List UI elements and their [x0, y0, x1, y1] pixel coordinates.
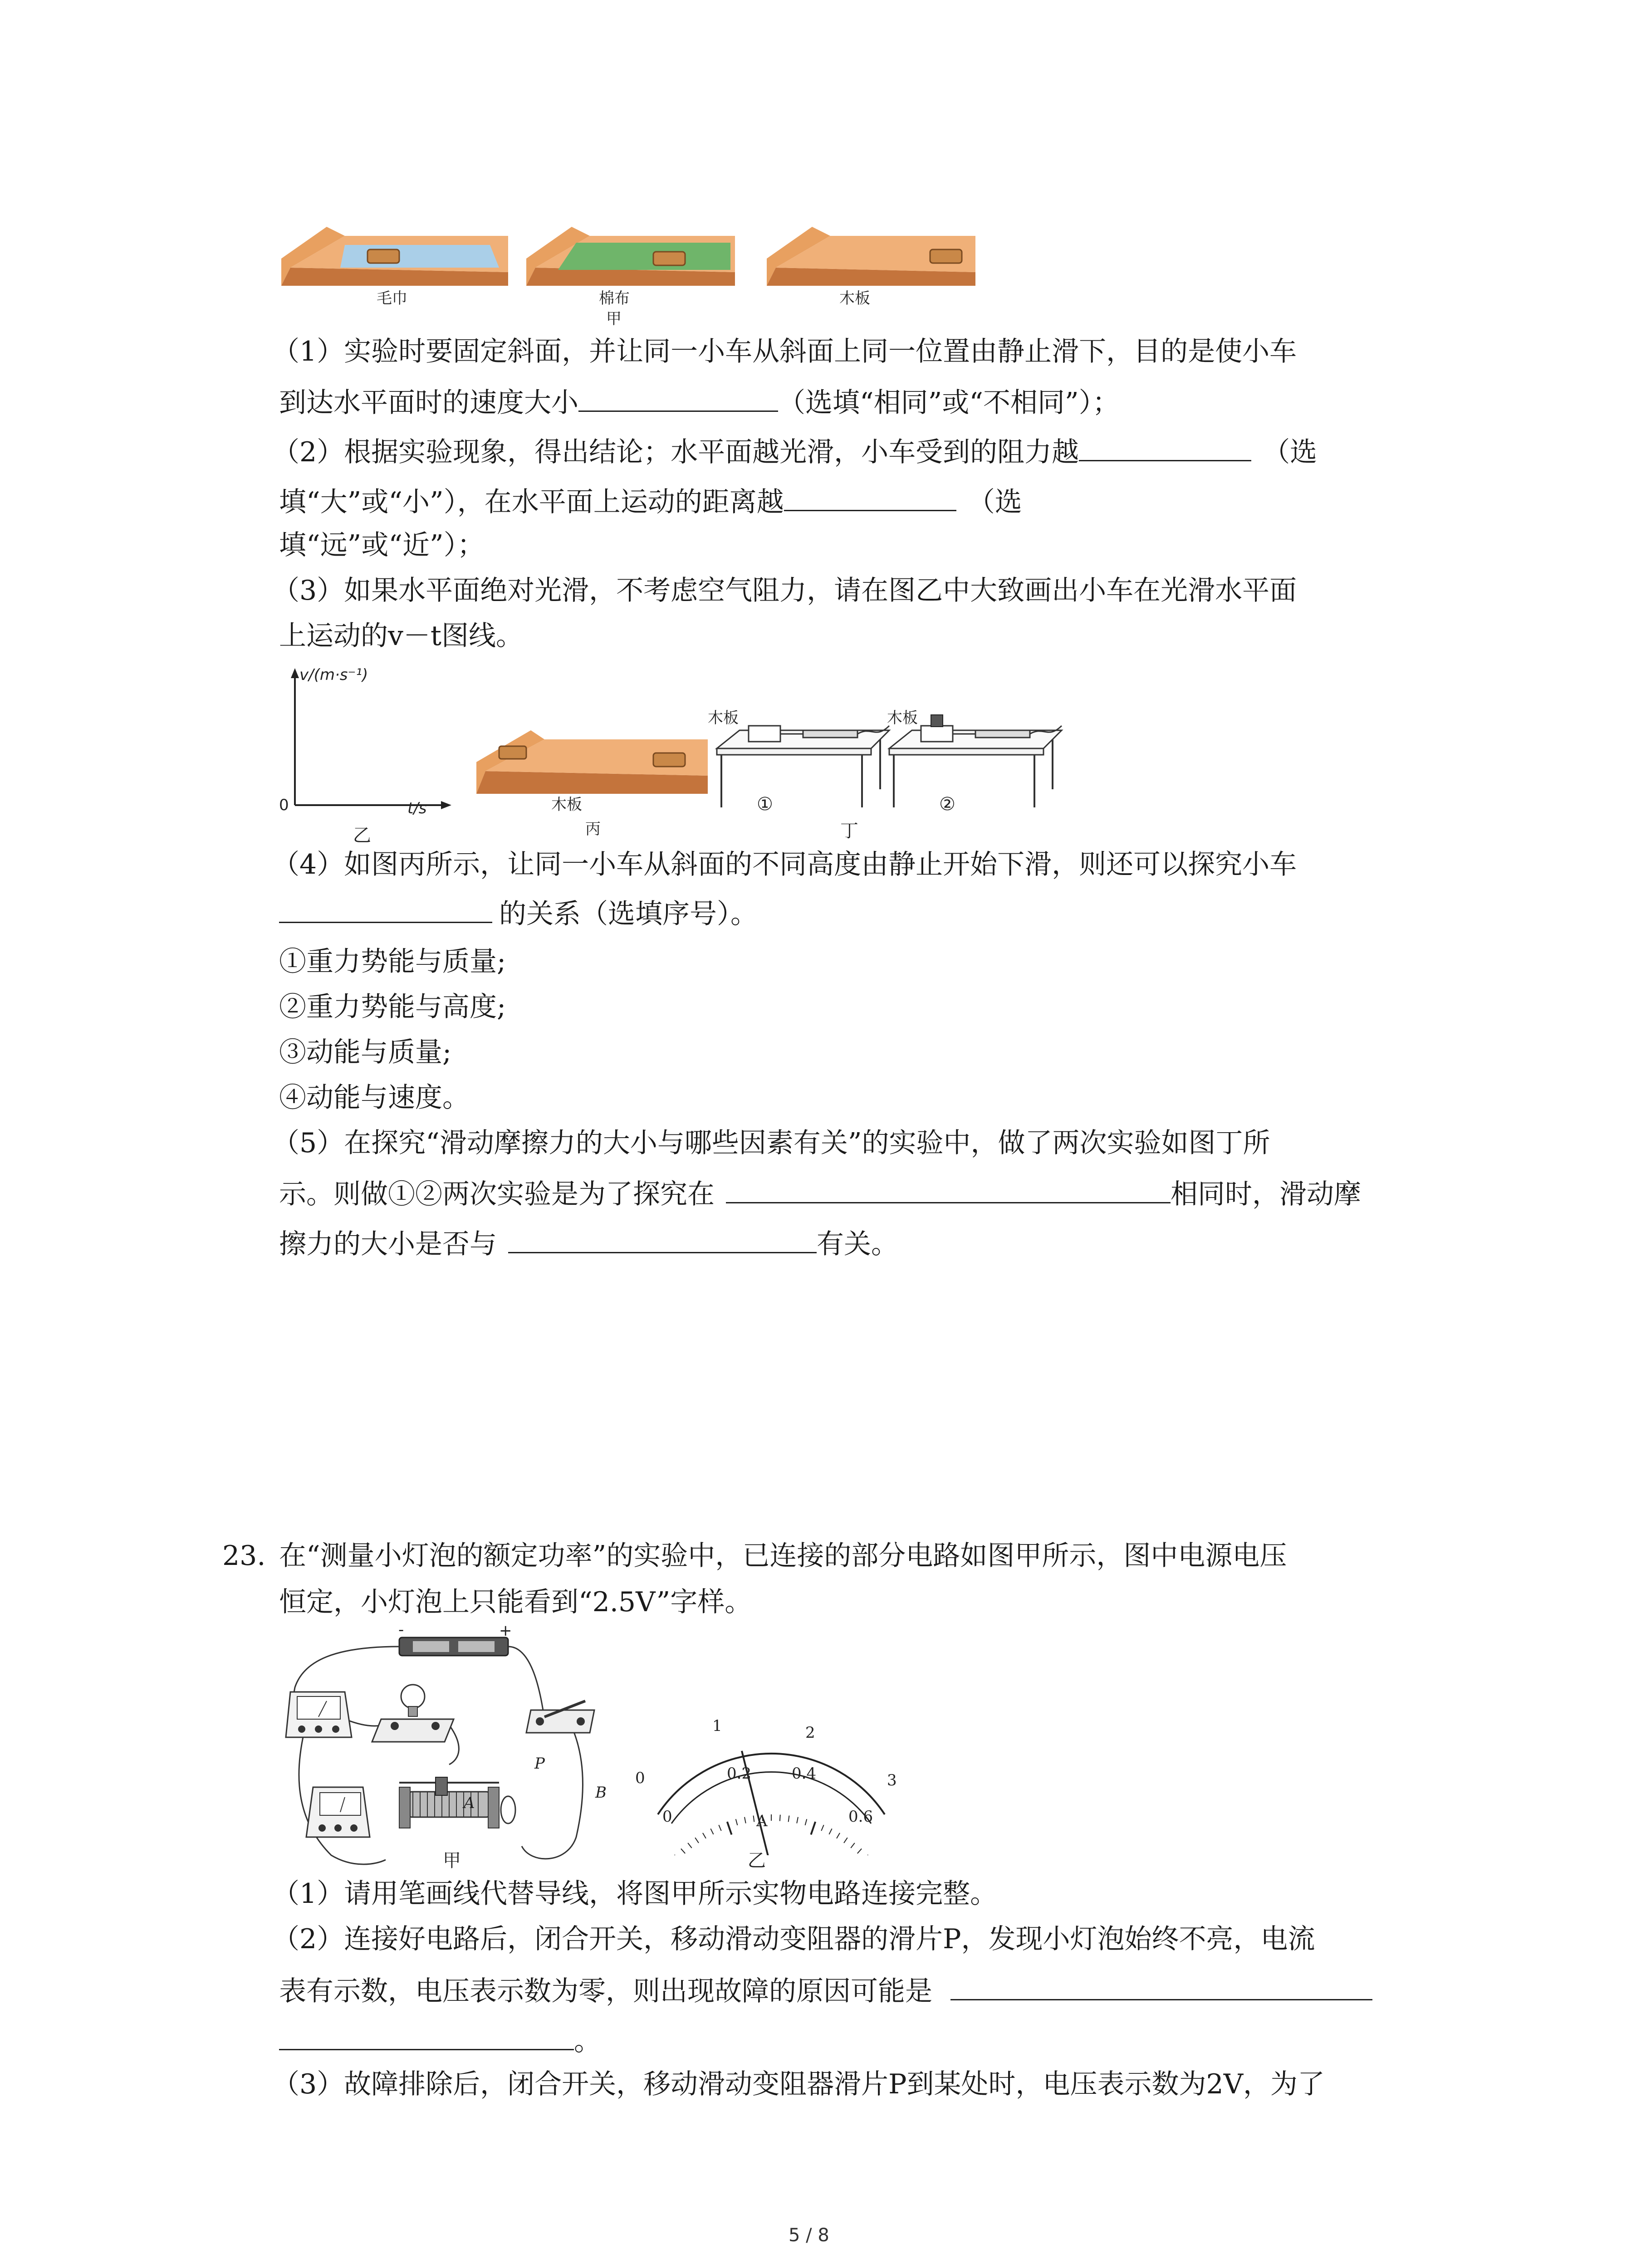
q22-part2-blank2[interactable] [784, 482, 956, 511]
dial-tick [829, 1828, 832, 1834]
q22-part2-blank1[interactable] [1079, 432, 1251, 461]
voltmeter-device [306, 1787, 370, 1837]
dial-tick [745, 1817, 746, 1823]
ramp-towel [281, 227, 508, 286]
q22-part5-line3: 擦力的大小是否与 有关。 [279, 1224, 898, 1262]
dial-outer-3: 3 [887, 1771, 897, 1789]
figure-bing-ramp [472, 726, 717, 812]
switch-device [526, 1701, 594, 1733]
q22-part1-blank[interactable] [578, 382, 778, 412]
q22-part5-blank1[interactable] [726, 1174, 1171, 1203]
ding-num-1: ① [757, 794, 773, 815]
q22-part3-line2: 上运动的v－t图线。 [279, 620, 524, 652]
dial-tick [727, 1822, 732, 1834]
q22-part5-line1: （5）在探究“滑动摩擦力的大小与哪些因素有关”的实验中，做了两次实验如图丁所 [272, 1127, 1270, 1159]
dial-tick [821, 1825, 823, 1831]
q22-part4-line1: （4）如图丙所示，让同一小车从斜面的不同高度由静止开始下滑，则还可以探究小车 [272, 849, 1297, 880]
label-cotton: 棉布 [599, 289, 630, 308]
ding-label-2: 木板 [887, 709, 918, 727]
q22-part2-line3: 填“远”或“近”）； [279, 529, 485, 561]
q23-part2-line2: 表有示数，电压表示数为零，则出现故障的原因可能是 [279, 1971, 1372, 2009]
dial-tick [844, 1838, 847, 1843]
graph-origin: 0 [279, 796, 289, 814]
dial-tick [857, 1849, 862, 1853]
ammeter-device [286, 1692, 352, 1737]
q22-part5-blank2[interactable] [508, 1224, 817, 1253]
q23-line2: 恒定，小灯泡上只能看到“2.5V”字样。 [279, 1586, 752, 1618]
dial-inner-04: 0.4 [792, 1765, 817, 1783]
q22-option-1: ①重力势能与质量; [279, 946, 506, 978]
q23-part1: （1）请用笔画线代替导线，将图甲所示实物电路连接完整。 [272, 1878, 998, 1910]
figure-caption-jia: 甲 [606, 310, 622, 328]
dial-tick [811, 1822, 815, 1834]
q23-part2-line3: 。 [279, 2021, 601, 2059]
q22-part2-line2: 填“大”或“小”），在水平面上运动的距离越 （选 [279, 482, 1022, 520]
figure-ammeter-dial [626, 1710, 916, 1855]
ramp-wood [767, 227, 975, 286]
figure-circuit-jia[interactable] [277, 1628, 658, 1873]
ding-num-2: ② [939, 794, 955, 815]
q22-part1-line2: 到达水平面时的速度大小 （选填“相同”或“不相同”）； [279, 382, 1120, 421]
graph-caption-yi: 乙 [353, 825, 371, 846]
label-wood: 木板 [839, 289, 870, 308]
ramp-cotton [526, 227, 735, 286]
bing-label: 木板 [551, 796, 582, 814]
dial-tick [805, 1819, 807, 1825]
q22-option-2: ②重力势能与高度; [279, 991, 506, 1023]
friction-setup-1 [717, 726, 889, 807]
q22-part1-line1: （1）实验时要固定斜面，并让同一小车从斜面上同一位置由静止滑下，目的是使小车 [272, 336, 1297, 367]
dial-tick [797, 1817, 798, 1823]
dial-tick [703, 1833, 706, 1838]
dial-tick [736, 1819, 738, 1825]
lamp-device [372, 1685, 454, 1742]
q22-part5-line2: 示。则做①②两次实验是为了探究在 相同时，滑动摩 [279, 1174, 1361, 1212]
q22-option-3: ③动能与质量; [279, 1036, 452, 1068]
q22-part4-blank[interactable] [279, 894, 492, 923]
dial-outer-1: 1 [712, 1717, 722, 1735]
page-number: 5 / 8 [789, 2225, 829, 2246]
dial-inner-02: 0.2 [727, 1765, 752, 1783]
q23-number: 23. [222, 1540, 266, 1572]
q23-part2-blank1[interactable] [950, 1971, 1372, 2000]
rheostat-label-P: P [534, 1755, 545, 1773]
dial-tick [851, 1843, 855, 1848]
dial-tick [837, 1833, 840, 1838]
dial-tick [695, 1838, 699, 1843]
q23-part3-line1: （3）故障排除后，闭合开关，移动滑动变阻器滑片P到某处时，电压表示数为2V，为了 [272, 2068, 1325, 2100]
dial-inner-0: 0 [662, 1808, 672, 1826]
dial-tick [710, 1828, 713, 1834]
figure-caption-ammeter-yi: 乙 [748, 1850, 766, 1871]
label-towel: 毛巾 [377, 289, 407, 308]
rheostat-label-A: A [464, 1794, 475, 1812]
figure-caption-circuit-jia: 甲 [443, 1850, 461, 1871]
q22-part4-line2: 的关系（选填序号）。 [279, 894, 758, 932]
dial-tick [688, 1843, 692, 1848]
q22-part3-line1: （3）如果水平面绝对光滑，不考虑空气阻力，请在图乙中大致画出小车在光滑水平面 [272, 575, 1297, 606]
dial-tick [681, 1849, 685, 1853]
q23-part2-blank2[interactable] [279, 2021, 574, 2050]
q23-part2-line1: （2）连接好电路后，闭合开关，移动滑动变阻器的滑片P，发现小灯泡始终不亮，电流 [272, 1923, 1315, 1955]
figure-caption-bing: 丙 [585, 820, 601, 838]
friction-setup-2 [889, 715, 1062, 807]
figure-caption-ding: 丁 [840, 821, 858, 841]
dial-inner-06: 0.6 [848, 1808, 873, 1826]
rheostat-label-B: B [595, 1784, 607, 1802]
dial-outer-2: 2 [805, 1724, 815, 1742]
graph-x-label: t/s [407, 799, 427, 817]
dial-outer-0: 0 [635, 1769, 645, 1787]
graph-y-label: v/(m·s⁻¹) [299, 666, 368, 684]
dial-tick [719, 1825, 721, 1831]
q22-option-4: ④动能与速度。 [279, 1082, 470, 1114]
rheostat-device [399, 1777, 515, 1828]
battery [399, 1637, 508, 1656]
battery-plus: + [499, 1622, 512, 1640]
ding-label-1: 木板 [708, 709, 739, 727]
battery-minus: - [398, 1621, 404, 1639]
q22-part2-line1: （2）根据实验现象，得出结论；水平面越光滑，小车受到的阻力越 （选 [272, 432, 1317, 470]
dial-unit: A [756, 1812, 768, 1830]
q23-line1: 在“测量小灯泡的额定功率”的实验中，已连接的部分电路如图甲所示，图中电源电压 [279, 1540, 1287, 1572]
